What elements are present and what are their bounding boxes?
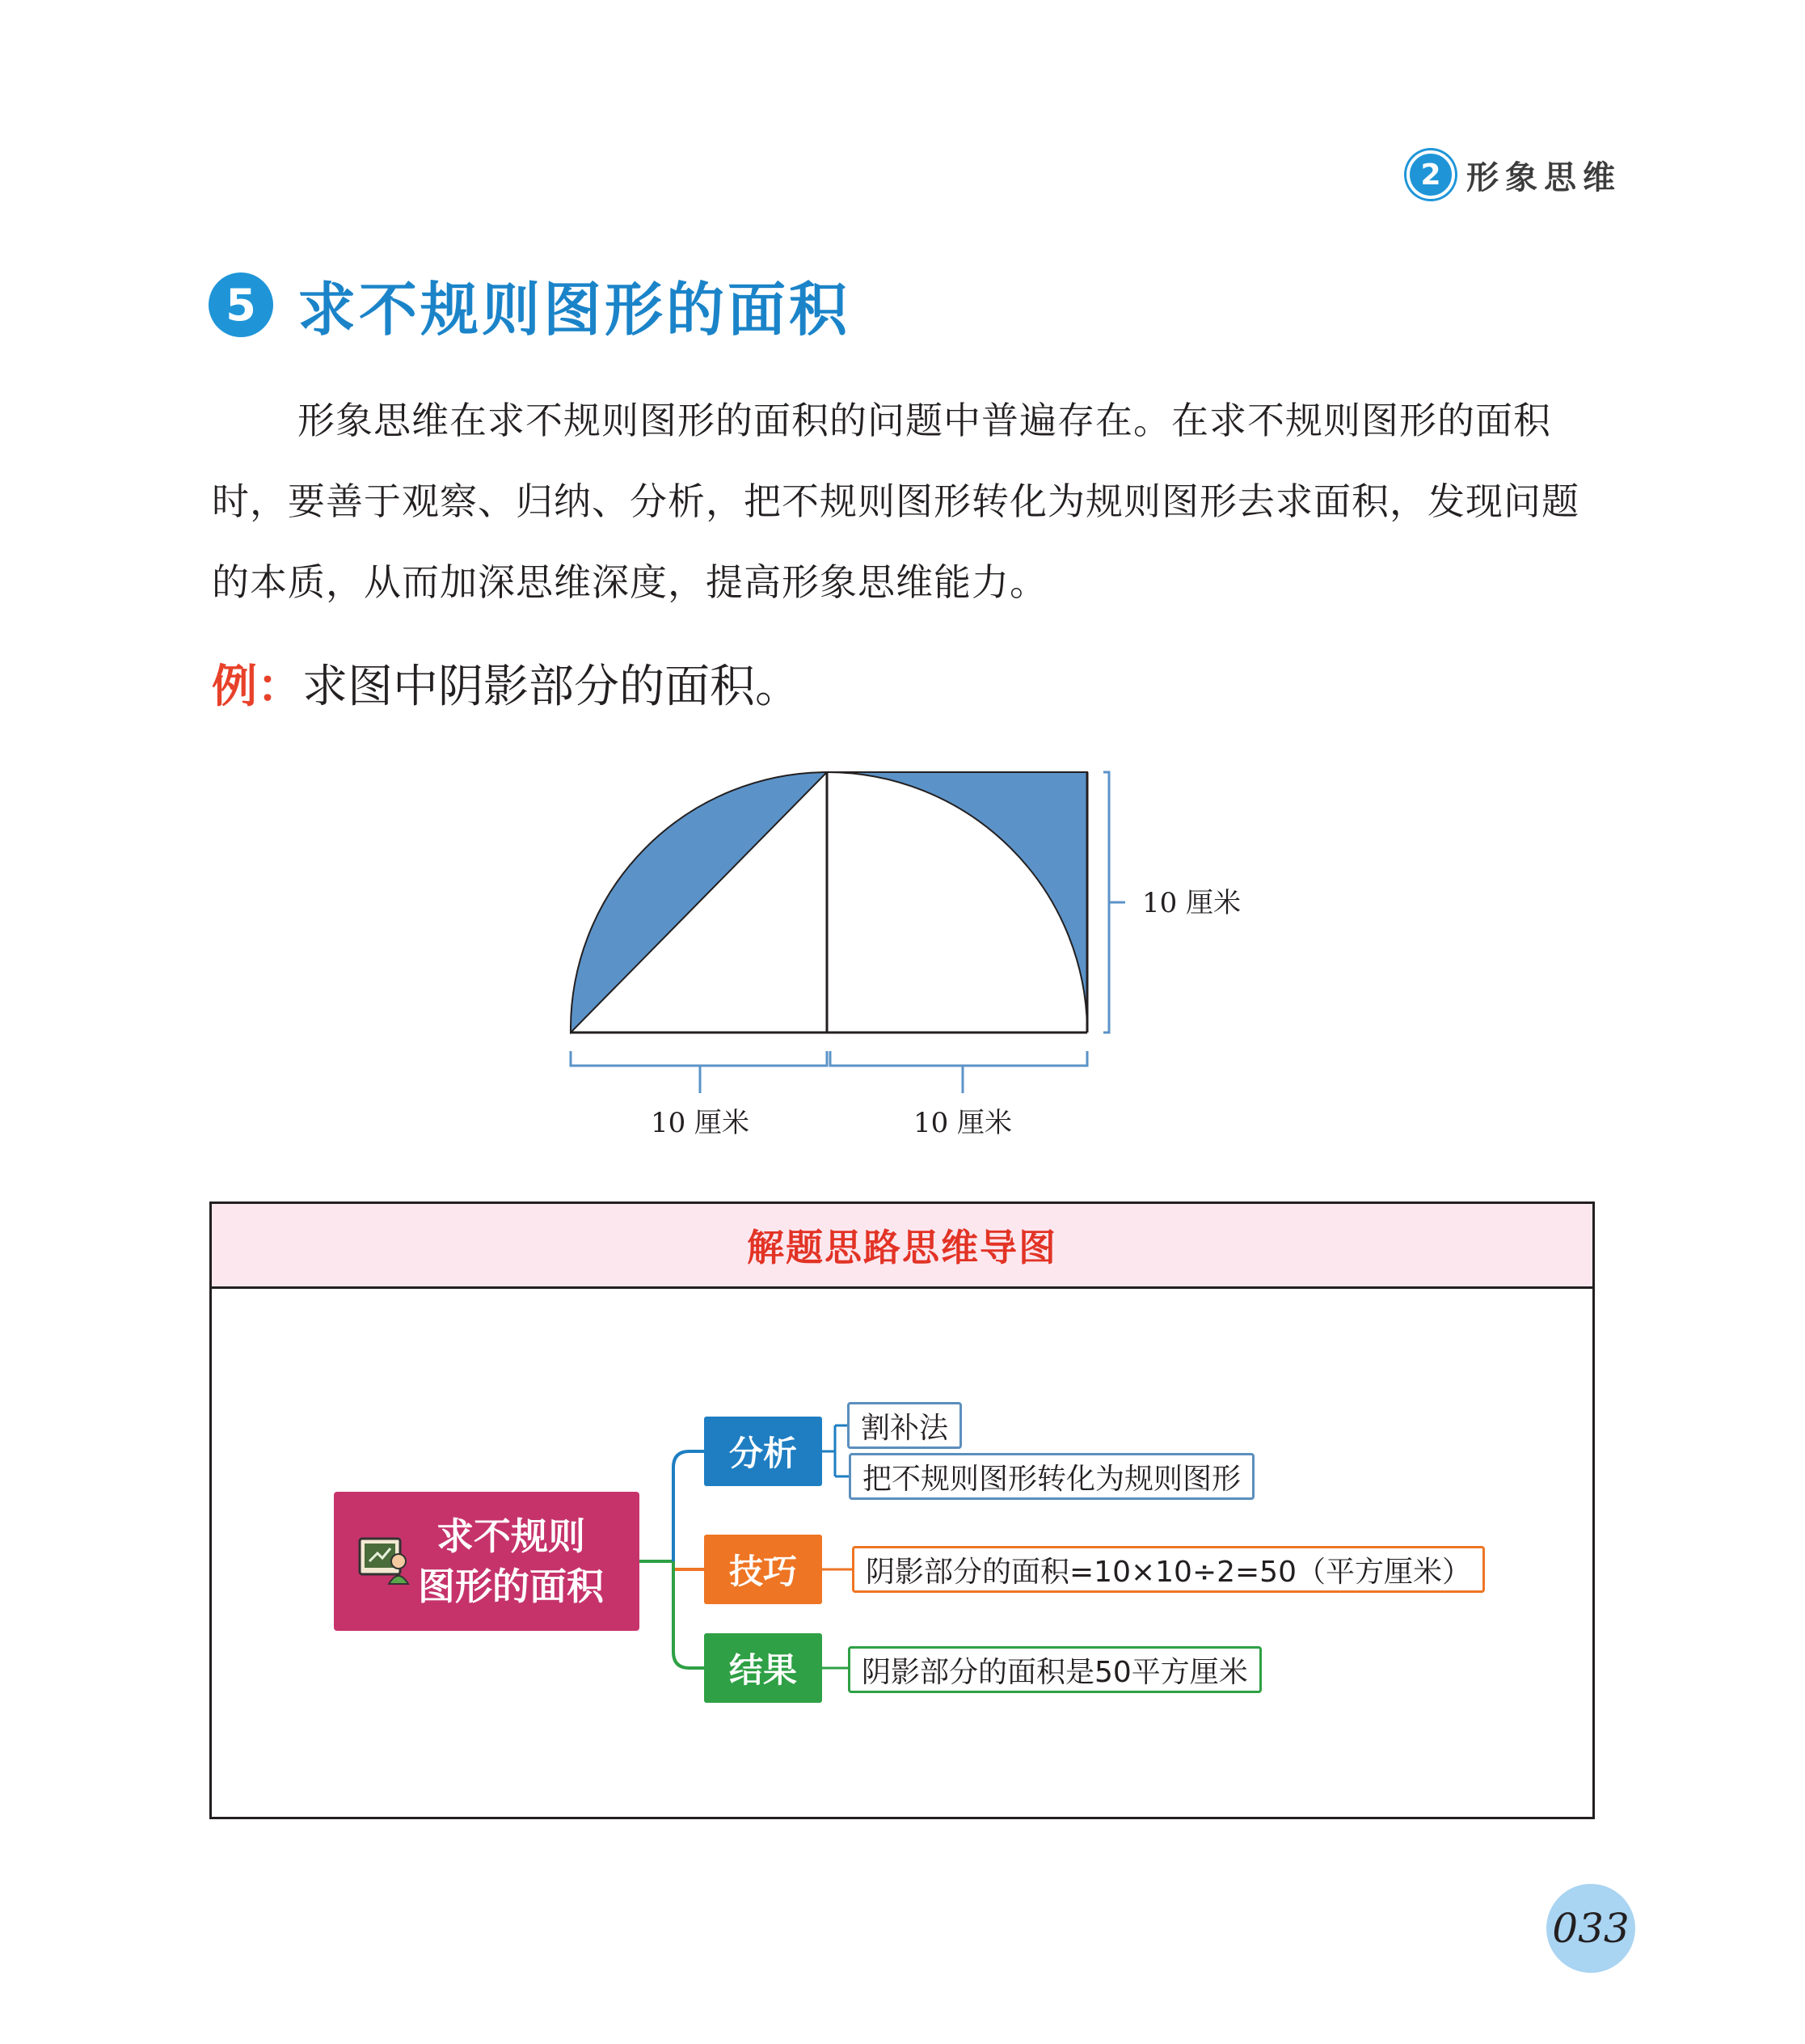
leaf-cut-and-fill-method: 割补法: [847, 1402, 962, 1449]
example-question: 求图中阴影部分的面积。: [302, 661, 800, 713]
analysis-connector: [673, 1451, 704, 1561]
bottom-right-dimension-label: 10 厘米: [913, 1107, 1013, 1139]
root-label-line-2: 图形的面积: [418, 1565, 604, 1608]
branch-analysis: 分析: [704, 1417, 822, 1486]
leaf-area-formula: 阴影部分的面积=10×10÷2=50（平方厘米）: [852, 1546, 1485, 1593]
intro-paragraph: 形象思维在求不规则图形的面积的问题中普遍存在。在求不规则图形的面积时，要善于观察、归纳、分析，把不规则图形转化为规则图形去求面积，发现问题的本质，从而加深思维深度，提高形象思维能力。: [212, 399, 1579, 604]
section-title: 求不规则图形的面积: [297, 276, 851, 344]
page-number: 033: [1546, 1884, 1635, 1973]
mindmap-root-label: [418, 1511, 604, 1611]
example-label: 例：: [212, 661, 302, 713]
root-label-line-1: 求不规则: [436, 1514, 585, 1558]
mindmap-title: 解题思路思维导图: [747, 1226, 1057, 1269]
right-dimension-label: 10 厘米: [1142, 887, 1242, 919]
chapter-title: 形象思维: [1466, 158, 1622, 196]
leaf-area-answer: 阴影部分的面积是50平方厘米: [848, 1646, 1262, 1693]
leaf-transform-to-regular: 把不规则图形转化为规则图形: [849, 1453, 1255, 1500]
section-number-badge: 5: [209, 272, 273, 337]
mindmap-root-node: [334, 1492, 639, 1631]
technique-connector: [673, 1561, 704, 1569]
branch-technique: 技巧: [704, 1535, 822, 1604]
bottom-left-dimension-label: 10 厘米: [650, 1107, 750, 1139]
chapter-number-badge: 2: [1406, 150, 1455, 199]
analysis-leaf-connector: [822, 1425, 849, 1476]
result-connector: [673, 1561, 704, 1668]
teacher-board-icon: [358, 1537, 411, 1586]
branch-result: 结果: [704, 1633, 822, 1703]
